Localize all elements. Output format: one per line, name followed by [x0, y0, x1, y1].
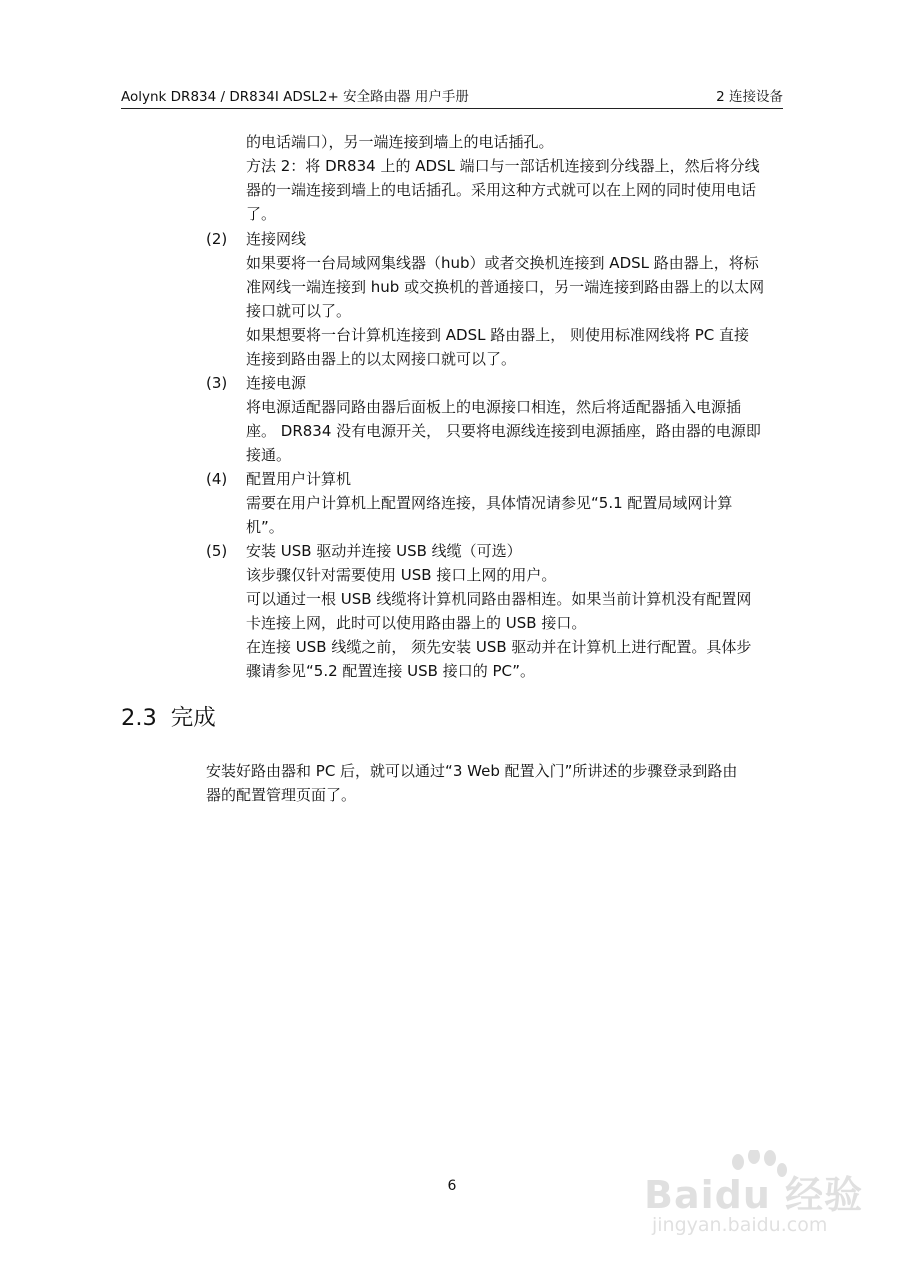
step-number: (4) — [206, 470, 228, 488]
baidu-watermark — [642, 1150, 864, 1242]
page-number: 6 — [447, 1178, 457, 1194]
step-title: 连接网线 — [246, 230, 307, 248]
step-title: 安装 USB 驱动并连接 USB 线缆（可选） — [246, 542, 522, 560]
section-paragraph-line: 安装好路由器和 PC 后，就可以通过“3 Web 配置入门”所讲述的步骤登录到路由 — [206, 762, 738, 780]
step-line: 如果想要将一台计算机连接到 ADSL 路由器上， 则使用标准网线将 PC 直接 — [246, 326, 750, 344]
step-line: 需要在用户计算机上配置网络连接，具体情况请参见“5.1 配置局域网计算 — [246, 494, 733, 512]
intro-line: 的电话端口），另一端连接到墙上的电话插孔。 — [246, 133, 554, 151]
page-header — [121, 86, 783, 109]
step-line: 在连接 USB 线缆之前， 须先安装 USB 驱动并在计算机上进行配置。具体步 — [246, 638, 752, 656]
step-number: (3) — [206, 374, 228, 392]
step-line: 接口就可以了。 — [246, 302, 352, 320]
step-title: 配置用户计算机 — [246, 470, 352, 488]
step-line: 座。 DR834 没有电源开关， 只要将电源线连接到电源插座，路由器的电源即 — [246, 422, 761, 440]
intro-line: 了。 — [246, 205, 277, 223]
header-manual-title: Aolynk DR834 / DR834I ADSL2+ 安全路由器 用户手册 — [121, 89, 469, 105]
watermark-logo-text: Baidu 经验 — [644, 1173, 864, 1217]
section-heading — [121, 703, 216, 733]
step-line: 骤请参见“5.2 配置连接 USB 接口的 PC”。 — [246, 662, 536, 680]
intro-line: 器的一端连接到墙上的电话插孔。采用这种方式就可以在上网的同时使用电话 — [246, 181, 757, 199]
step-line: 可以通过一根 USB 线缆将计算机同路由器相连。如果当前计算机没有配置网 — [246, 590, 752, 608]
watermark-url: jingyan.baidu.com — [652, 1214, 828, 1236]
section-title: 完成 — [170, 705, 216, 731]
step-line: 卡连接上网，此时可以使用路由器上的 USB 接口。 — [246, 614, 587, 632]
section-number: 2.3 — [121, 705, 157, 731]
section-paragraph-line: 器的配置管理页面了。 — [206, 786, 357, 804]
intro-line: 方法 2：将 DR834 上的 ADSL 端口与一部话机连接到分线器上，然后将分线 — [246, 157, 760, 175]
step-line: 如果要将一台局域网集线器（hub）或者交换机连接到 ADSL 路由器上，将标 — [246, 254, 759, 272]
step-line: 准网线一端连接到 hub 或交换机的普通接口，另一端连接到路由器上的以太网 — [246, 278, 765, 296]
step-line: 机”。 — [246, 518, 284, 536]
step-number: (2) — [206, 230, 228, 248]
step-line: 该步骤仅针对需要使用 USB 接口上网的用户。 — [246, 566, 557, 584]
step-number: (5) — [206, 542, 228, 560]
step-line: 连接到路由器上的以太网接口就可以了。 — [246, 350, 517, 368]
step-line: 将电源适配器同路由器后面板上的电源接口相连，然后将适配器插入电源插 — [246, 398, 742, 416]
step-line: 接通。 — [246, 446, 292, 464]
step-title: 连接电源 — [246, 374, 307, 392]
header-chapter: 2 连接设备 — [716, 89, 783, 105]
